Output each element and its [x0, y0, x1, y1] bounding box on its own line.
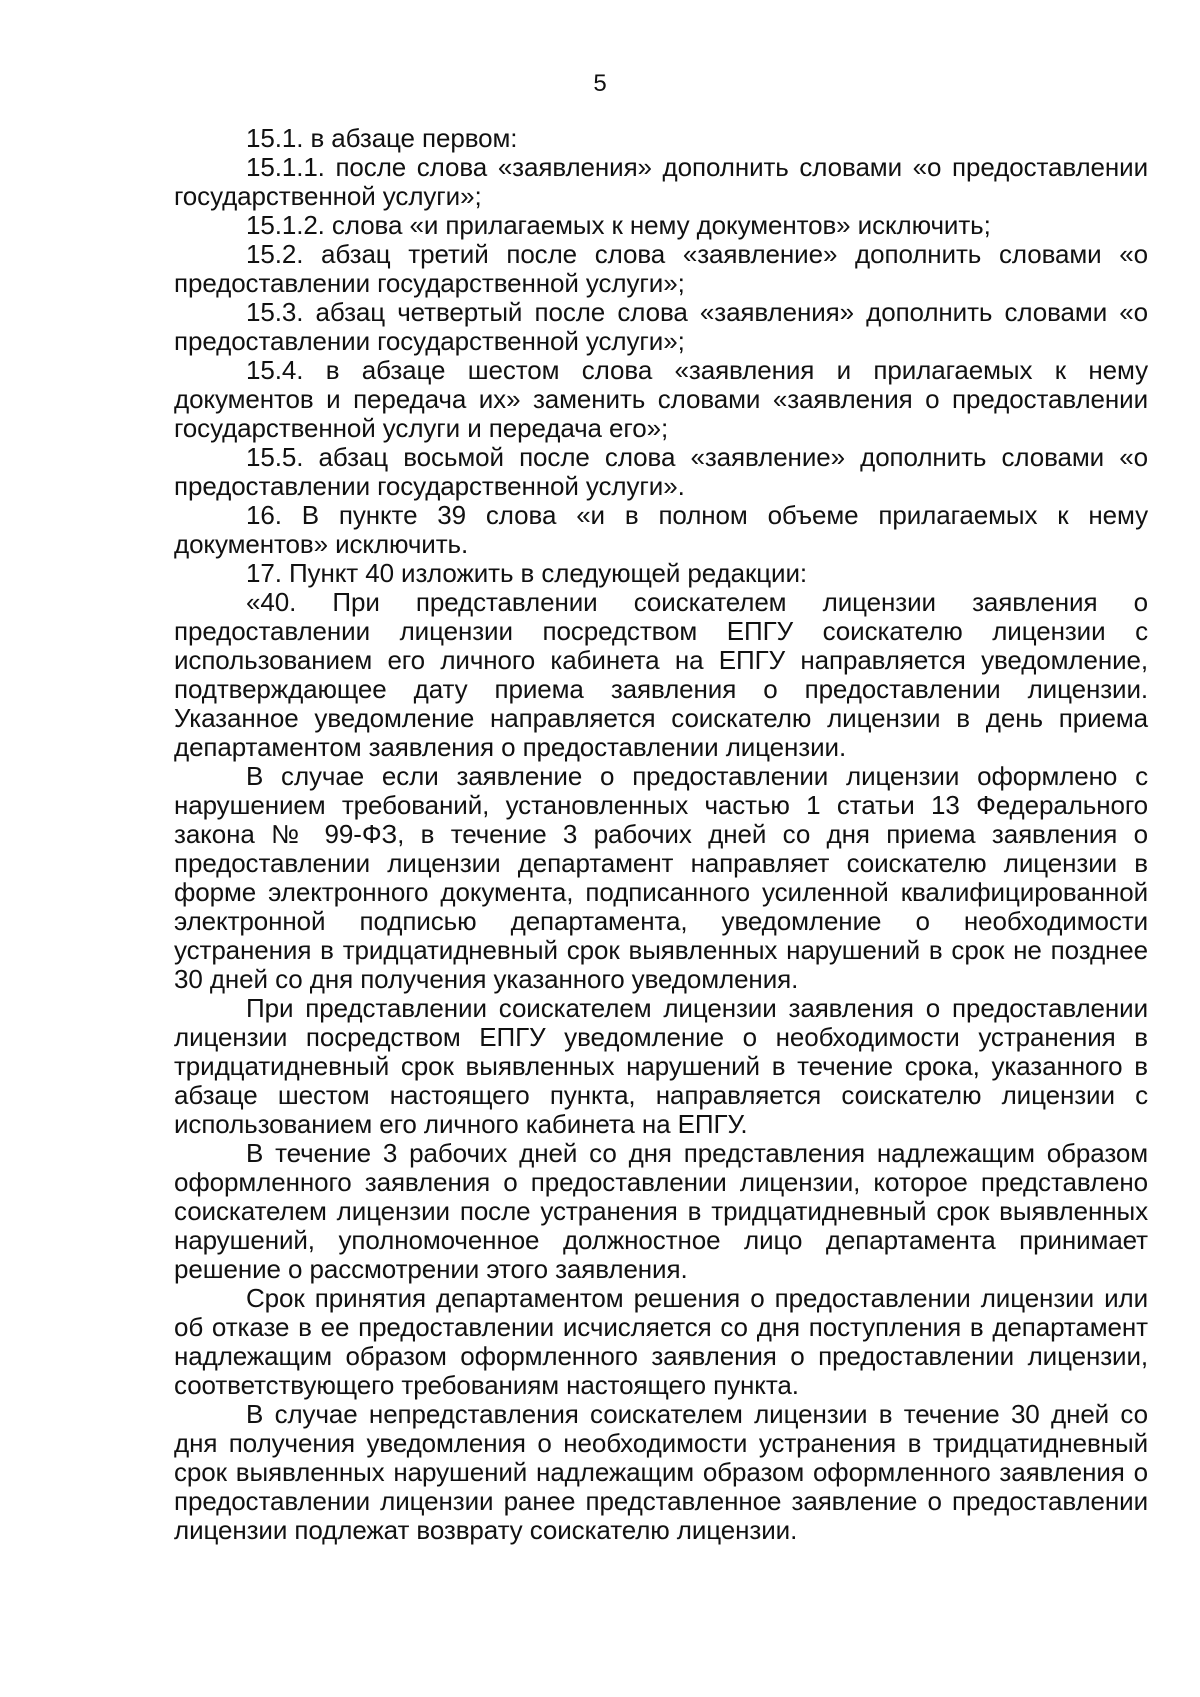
paragraph-40-intro: «40. При представлении соискателем лицензии заявления о предоставлении лицензии посредством ЕПГУ соискателю лицензии с использованием его личного кабинета на ЕПГУ направляется уведомление, подтверждающее дату приема заявления о предоставлении лицензии. Указанное уведомление направляется соискателю лицензии в день приема департаментом заявления о предоставлении лицензии.: [174, 587, 1148, 762]
paragraph-16: 16. В пункте 39 слова «и в полном объеме прилагаемых к нему документов» исключить.: [174, 500, 1148, 559]
paragraph-15-3: 15.3. абзац четвертый после слова «заявления» дополнить словами «о предоставлении государственной услуги»;: [174, 297, 1148, 356]
paragraph-15-1-1: 15.1.1. после слова «заявления» дополнить словами «о предоставлении государственной услуги»;: [174, 152, 1148, 211]
paragraph-17: 17. Пункт 40 изложить в следующей редакции:: [246, 558, 808, 588]
page-number: 5: [593, 70, 607, 97]
paragraph-40-epgu-notice: При представлении соискателем лицензии заявления о предоставлении лицензии посредством ЕПГУ уведомление о необходимости устранения в тридцатидневный срок выявленных нарушений в течение срока, указанного в абзаце шестом настоящего пункта, направляется соискателю лицензии с использованием его личного кабинета на ЕПГУ.: [174, 993, 1148, 1139]
paragraph-15-1: 15.1. в абзаце первом:: [246, 123, 518, 153]
paragraph-15-4: 15.4. в абзаце шестом слова «заявления и прилагаемых к нему документов и передача их» заменить словами «заявления о предоставлении государственной услуги и передача его»;: [174, 355, 1148, 443]
document-body: [174, 124, 1148, 1545]
paragraph-40-term: Срок принятия департаментом решения о предоставлении лицензии или об отказе в ее предоставлении исчисляется со дня поступления в департамент надлежащим образом оформленного заявления о предоставлении лицензии, соответствующего требованиям настоящего пункта.: [174, 1283, 1148, 1400]
paragraph-15-1-2: 15.1.2. слова «и прилагаемых к нему документов» исключить;: [246, 210, 991, 240]
paragraph-15-5: 15.5. абзац восьмой после слова «заявление» дополнить словами «о предоставлении государственной услуги».: [174, 442, 1148, 501]
paragraph-15-2: 15.2. абзац третий после слова «заявление» дополнить словами «о предоставлении государственной услуги»;: [174, 239, 1148, 298]
paragraph-40-return: В случае непредставления соискателем лицензии в течение 30 дней со дня получения уведомления о необходимости устранения в тридцатидневный срок выявленных нарушений надлежащим образом оформленного заявления о предоставлении лицензии ранее представленное заявление о предоставлении лицензии подлежат возврату соискателю лицензии.: [174, 1399, 1148, 1545]
paragraph-40-violations: В случае если заявление о предоставлении лицензии оформлено с нарушением требований, установленных частью 1 статьи 13 Федерального закона № 99-ФЗ, в течение 3 рабочих дней со дня приема заявления о предоставлении лицензии департамент направляет соискателю лицензии в форме электронного документа, подписанного усиленной квалифицированной электронной подписью департамента, уведомление о необходимости устранения в тридцатидневный срок выявленных нарушений в срок не позднее 30 дней со дня получения указанного уведомления.: [174, 761, 1148, 994]
paragraph-40-decision: В течение 3 рабочих дней со дня представления надлежащим образом оформленного заявления о предоставлении лицензии, которое представлено соискателем лицензии после устранения в тридцатидневный срок выявленных нарушений, уполномоченное должностное лицо департамента принимает решение о рассмотрении этого заявления.: [174, 1138, 1148, 1284]
